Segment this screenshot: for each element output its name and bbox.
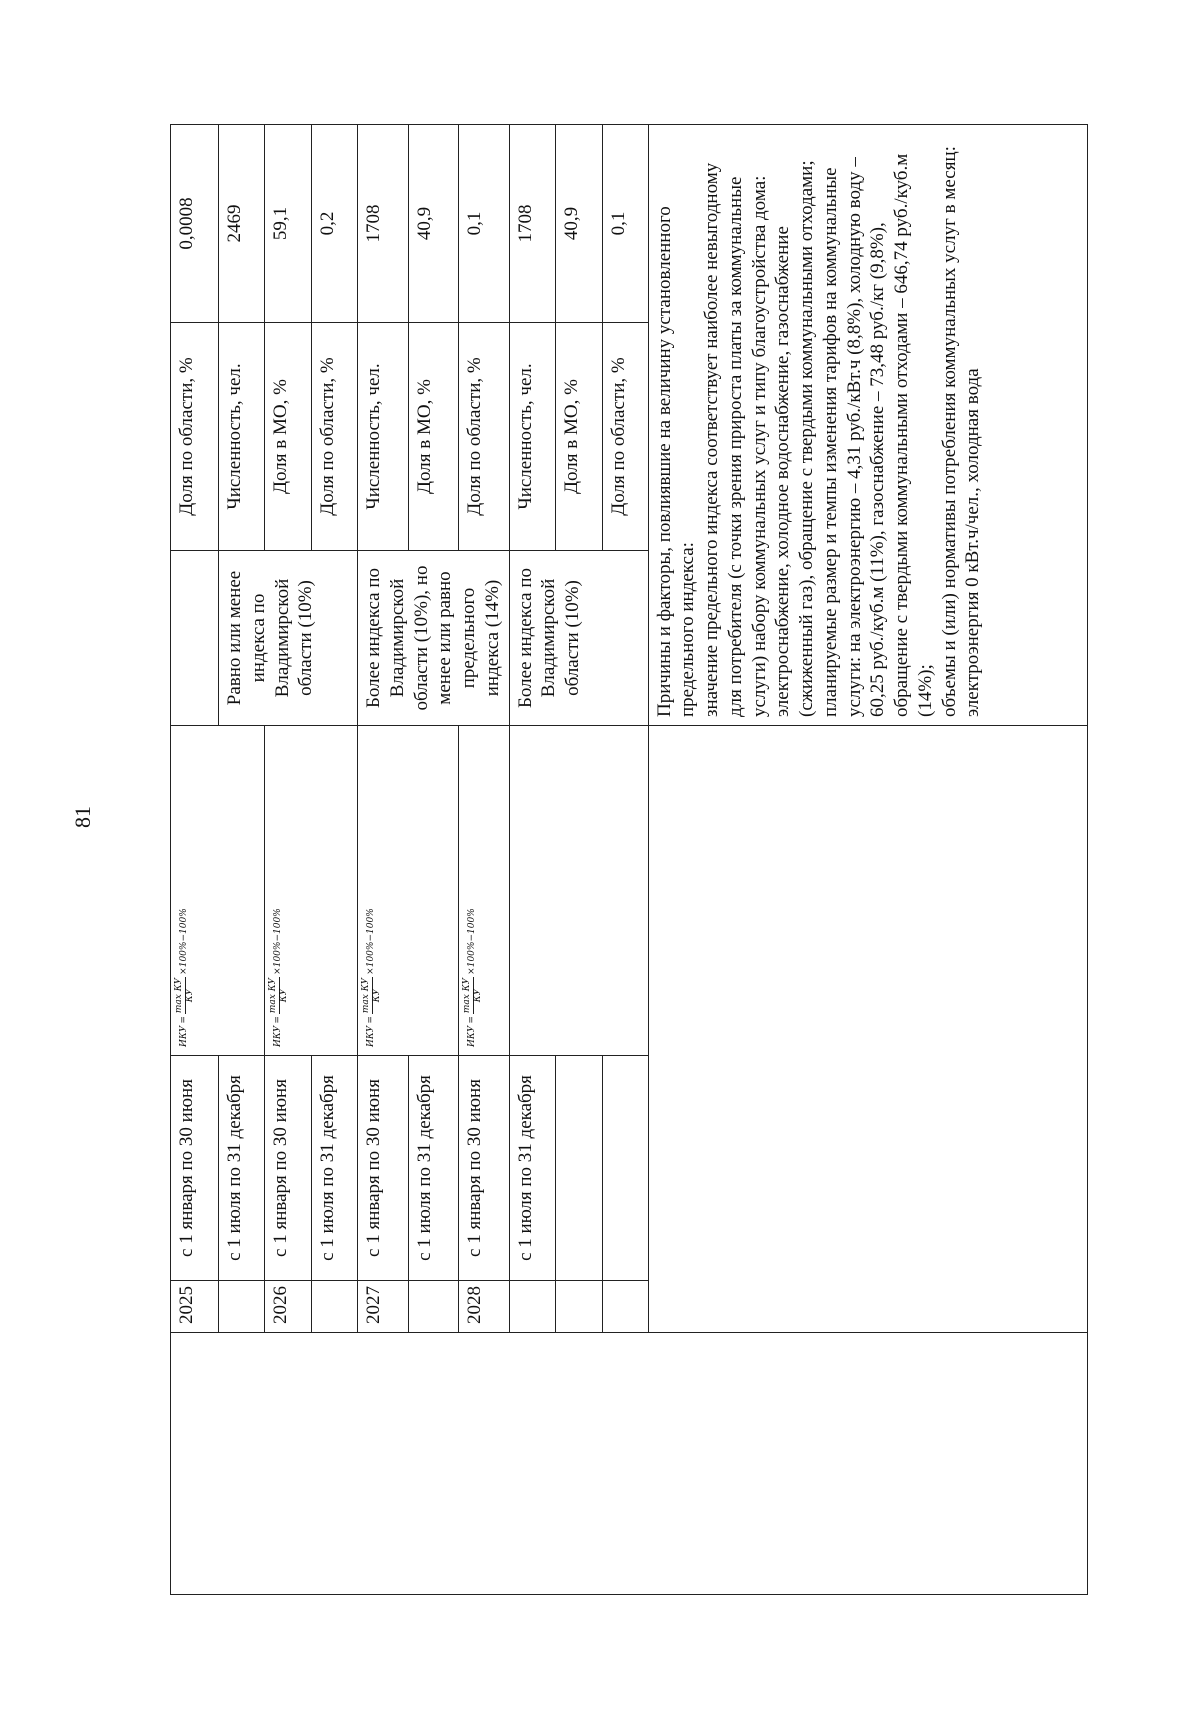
metric-cell: Доля в МО, % [265, 323, 312, 551]
value-cell: 1708 [358, 125, 409, 323]
period-cell: с 1 июля по 31 декабря [408, 1056, 458, 1281]
year-cell: 2027 [358, 1281, 409, 1333]
formula-cell [458, 726, 509, 1056]
table-row [171, 125, 219, 1595]
metric-cell: Численность, чел. [358, 323, 409, 551]
blank-left-column [171, 1333, 1088, 1595]
period-cell: с 1 июля по 31 декабря [219, 1056, 265, 1281]
value-cell: 0,0008 [171, 125, 219, 323]
value-cell: 1708 [509, 125, 555, 323]
period-cell: с 1 января по 30 июня [358, 1056, 409, 1281]
value-cell: 59,1 [265, 125, 312, 323]
page-number: 81 [70, 806, 95, 828]
period-cell: с 1 января по 30 июня [458, 1056, 509, 1281]
year-cell: 2025 [171, 1281, 219, 1333]
metric-cell: Доля по области, % [312, 323, 358, 551]
formula-cell [171, 726, 265, 1056]
metric-cell: Доля в МО, % [408, 323, 458, 551]
factors-paragraph: значение предельного индекса соответствует наиболее невыгодному для потребителя (с точки зрения прироста платы за коммунальные услуги) набору коммунальных услуг и типу благоустройства дома: электроснабжение, холодное водоснабжение, газоснабжение (сжиженный газ), обращение с твердыми коммунальными отходами; [701, 160, 817, 717]
period-cell: с 1 января по 30 июня [265, 1056, 312, 1281]
value-cell: 40,9 [408, 125, 458, 323]
group-label-cell: Более индекса по Владимирской области (10%), но менее или равно предельного индекса (14%) [358, 551, 510, 726]
metric-cell: Доля по области, % [602, 323, 648, 551]
value-cell: 40,9 [555, 125, 602, 323]
group-label-cell: Более индекса по Владимирской области (10%) [509, 551, 648, 726]
metric-cell: Доля в МО, % [555, 323, 602, 551]
value-cell: 0,1 [602, 125, 648, 323]
index-formula: ИКУ = max КУ КУ ×100%−100% [268, 908, 289, 1047]
factors-cell [648, 125, 1087, 726]
formula-cell [358, 726, 459, 1056]
period-cell: с 1 июля по 31 декабря [312, 1056, 358, 1281]
factors-paragraph: планируемые размер и темпы изменения тарифов на коммунальные услуги: на электроэнергию – 4,31 руб./кВт.ч (8,8%), холодную воду – 60,25 руб./куб.м (11%), газоснабжение – 73,48 руб./кг (9,8%), обращение с твердыми коммунальными отходами – 646,74 руб./куб.м (14%); [819, 153, 936, 717]
factors-paragraph: объемы и (или) нормативы потребления коммунальных услуг в месяц: электроэнергия 0 кВт.ч/чел., холодная вода [938, 146, 984, 717]
group-label-cell [171, 551, 219, 726]
period-cell: с 1 января по 30 июня [171, 1056, 219, 1281]
tariff-index-table [170, 124, 1088, 1595]
group-label-cell: Равно или менее индекса по Владимирской области (10%) [219, 551, 358, 726]
year-cell: 2026 [265, 1281, 312, 1333]
period-cell: с 1 июля по 31 декабря [509, 1056, 555, 1281]
index-formula: ИКУ = max КУ КУ ×100%−100% [174, 908, 195, 1047]
index-formula: ИКУ = max КУ КУ ×100%−100% [361, 908, 382, 1047]
year-cell: 2028 [458, 1281, 509, 1333]
metric-cell: Численность, чел. [219, 323, 265, 551]
factors-heading: Причины и факторы, повлиявшие на величину установленного предельного индекса: [653, 206, 699, 717]
value-cell: 0,1 [458, 125, 509, 323]
rotated-page [170, 125, 1130, 1595]
index-formula: ИКУ = max КУ КУ ×100%−100% [461, 908, 483, 1047]
metric-cell: Доля по области, % [171, 323, 219, 551]
formula-cell [265, 726, 358, 1056]
value-cell: 0,2 [312, 125, 358, 323]
metric-cell: Численность, чел. [509, 323, 555, 551]
value-cell: 2469 [219, 125, 265, 323]
metric-cell: Доля по области, % [458, 323, 509, 551]
